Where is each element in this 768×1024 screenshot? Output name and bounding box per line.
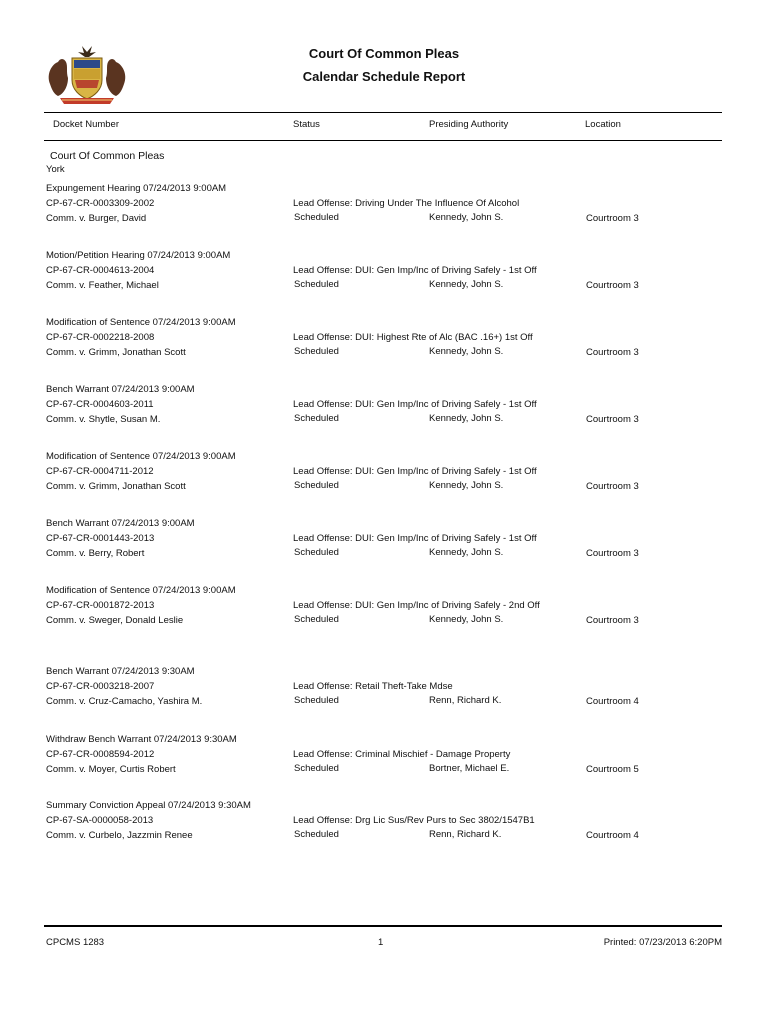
- calendar-entry: [0, 451, 768, 501]
- calendar-entry: [0, 518, 768, 568]
- location: Courtroom 3: [586, 481, 639, 492]
- presiding-authority: Kennedy, John S.: [429, 212, 504, 223]
- status: Scheduled: [294, 614, 339, 625]
- status: Scheduled: [294, 763, 339, 774]
- hearing-type: Withdraw Bench Warrant 07/24/2013 9:30AM: [46, 734, 237, 745]
- case-caption: Comm. v. Grimm, Jonathan Scott: [46, 347, 186, 358]
- column-header-docket: Docket Number: [53, 119, 119, 130]
- location: Courtroom 3: [586, 615, 639, 626]
- presiding-authority: Kennedy, John S.: [429, 279, 504, 290]
- lead-offense: Lead Offense: DUI: Gen Imp/Inc of Driving Safely - 1st Off: [293, 466, 537, 477]
- location: Courtroom 4: [586, 830, 639, 841]
- presiding-authority: Kennedy, John S.: [429, 614, 504, 625]
- status: Scheduled: [294, 346, 339, 357]
- hearing-type: Bench Warrant 07/24/2013 9:30AM: [46, 666, 195, 677]
- case-caption: Comm. v. Curbelo, Jazzmin Renee: [46, 830, 193, 841]
- docket-number: CP-67-CR-0003309-2002: [46, 198, 155, 209]
- lead-offense: Lead Offense: Retail Theft-Take Mdse: [293, 681, 453, 692]
- docket-number: CP-67-CR-0001443-2013: [46, 533, 155, 544]
- location: Courtroom 3: [586, 548, 639, 559]
- report-court-title: Court Of Common Pleas: [308, 46, 460, 61]
- location: Courtroom 5: [586, 764, 639, 775]
- hearing-type: Modification of Sentence 07/24/2013 9:00AM: [46, 451, 236, 462]
- presiding-authority: Kennedy, John S.: [429, 547, 504, 558]
- calendar-entry: [0, 317, 768, 367]
- footer-printed-date: Printed: 07/23/2013 6:20PM: [603, 937, 722, 948]
- lead-offense: Lead Offense: Driving Under The Influence Of Alcohol: [293, 198, 520, 209]
- location: Courtroom 4: [586, 696, 639, 707]
- calendar-entry: [0, 384, 768, 434]
- docket-number: CP-67-CR-0004711-2012: [46, 466, 154, 477]
- column-header-location: Location: [585, 119, 621, 130]
- case-caption: Comm. v. Berry, Robert: [46, 548, 145, 559]
- docket-number: CP-67-CR-0001872-2013: [46, 600, 155, 611]
- hearing-type: Motion/Petition Hearing 07/24/2013 9:00AM: [46, 250, 231, 261]
- status: Scheduled: [294, 413, 339, 424]
- county-name: York: [46, 164, 65, 175]
- case-caption: Comm. v. Feather, Michael: [46, 280, 159, 291]
- calendar-entry: [0, 800, 768, 850]
- presiding-authority: Kennedy, John S.: [429, 413, 504, 424]
- status: Scheduled: [294, 212, 339, 223]
- status: Scheduled: [294, 829, 339, 840]
- docket-number: CP-67-CR-0004603-2011: [46, 399, 154, 410]
- lead-offense: Lead Offense: DUI: Gen Imp/Inc of Driving Safely - 1st Off: [293, 399, 537, 410]
- hearing-type: Summary Conviction Appeal 07/24/2013 9:30AM: [46, 800, 251, 811]
- presiding-authority: Renn, Richard K.: [429, 829, 502, 840]
- calendar-entry: [0, 666, 768, 716]
- status: Scheduled: [294, 480, 339, 491]
- hearing-type: Bench Warrant 07/24/2013 9:00AM: [46, 518, 195, 529]
- presiding-authority: Kennedy, John S.: [429, 480, 504, 491]
- report-title: Calendar Schedule Report: [302, 69, 466, 84]
- presiding-authority: Bortner, Michael E.: [429, 763, 510, 774]
- column-header-status: Status: [293, 119, 320, 130]
- hearing-type: Expungement Hearing 07/24/2013 9:00AM: [46, 183, 227, 194]
- case-caption: Comm. v. Sweger, Donald Leslie: [46, 615, 184, 626]
- footer-form-number: CPCMS 1283: [46, 937, 105, 948]
- case-caption: Comm. v. Grimm, Jonathan Scott: [46, 481, 186, 492]
- hearing-type: Modification of Sentence 07/24/2013 9:00AM: [46, 585, 236, 596]
- case-caption: Comm. v. Shytle, Susan M.: [46, 414, 161, 425]
- docket-number: CP-67-CR-0004613-2004: [46, 265, 155, 276]
- column-header-authority: Presiding Authority: [429, 119, 509, 130]
- location: Courtroom 3: [586, 213, 639, 224]
- status: Scheduled: [294, 695, 339, 706]
- case-caption: Comm. v. Cruz-Camacho, Yashira M.: [46, 696, 203, 707]
- footer-page-number: 1: [378, 937, 384, 948]
- lead-offense: Lead Offense: DUI: Highest Rte of Alc (BAC .16+) 1st Off: [293, 332, 533, 343]
- docket-number: CP-67-CR-0003218-2007: [46, 681, 155, 692]
- lead-offense: Lead Offense: DUI: Gen Imp/Inc of Driving Safely - 2nd Off: [293, 600, 540, 611]
- footer-rule: [44, 925, 722, 927]
- docket-number: CP-67-CR-0002218-2008: [46, 332, 155, 343]
- status: Scheduled: [294, 547, 339, 558]
- presiding-authority: Renn, Richard K.: [429, 695, 502, 706]
- lead-offense: Lead Offense: Criminal Mischief - Damage Property: [293, 749, 511, 760]
- calendar-entry: [0, 585, 768, 635]
- presiding-authority: Kennedy, John S.: [429, 346, 504, 357]
- hearing-type: Bench Warrant 07/24/2013 9:00AM: [46, 384, 195, 395]
- calendar-entry: [0, 183, 768, 233]
- calendar-entry: [0, 250, 768, 300]
- case-caption: Comm. v. Moyer, Curtis Robert: [46, 764, 176, 775]
- case-caption: Comm. v. Burger, David: [46, 213, 147, 224]
- calendar-entry: [0, 734, 768, 784]
- location: Courtroom 3: [586, 414, 639, 425]
- lead-offense: Lead Offense: DUI: Gen Imp/Inc of Driving Safely - 1st Off: [293, 265, 537, 276]
- location: Courtroom 3: [586, 280, 639, 291]
- court-name: Court Of Common Pleas: [50, 150, 165, 162]
- location: Courtroom 3: [586, 347, 639, 358]
- hearing-type: Modification of Sentence 07/24/2013 9:00AM: [46, 317, 236, 328]
- docket-number: CP-67-CR-0008594-2012: [46, 749, 155, 760]
- docket-number: CP-67-SA-0000058-2013: [46, 815, 154, 826]
- status: Scheduled: [294, 279, 339, 290]
- lead-offense: Lead Offense: Drg Lic Sus/Rev Purs to Sec 3802/1547B1: [293, 815, 535, 826]
- lead-offense: Lead Offense: DUI: Gen Imp/Inc of Driving Safely - 1st Off: [293, 533, 537, 544]
